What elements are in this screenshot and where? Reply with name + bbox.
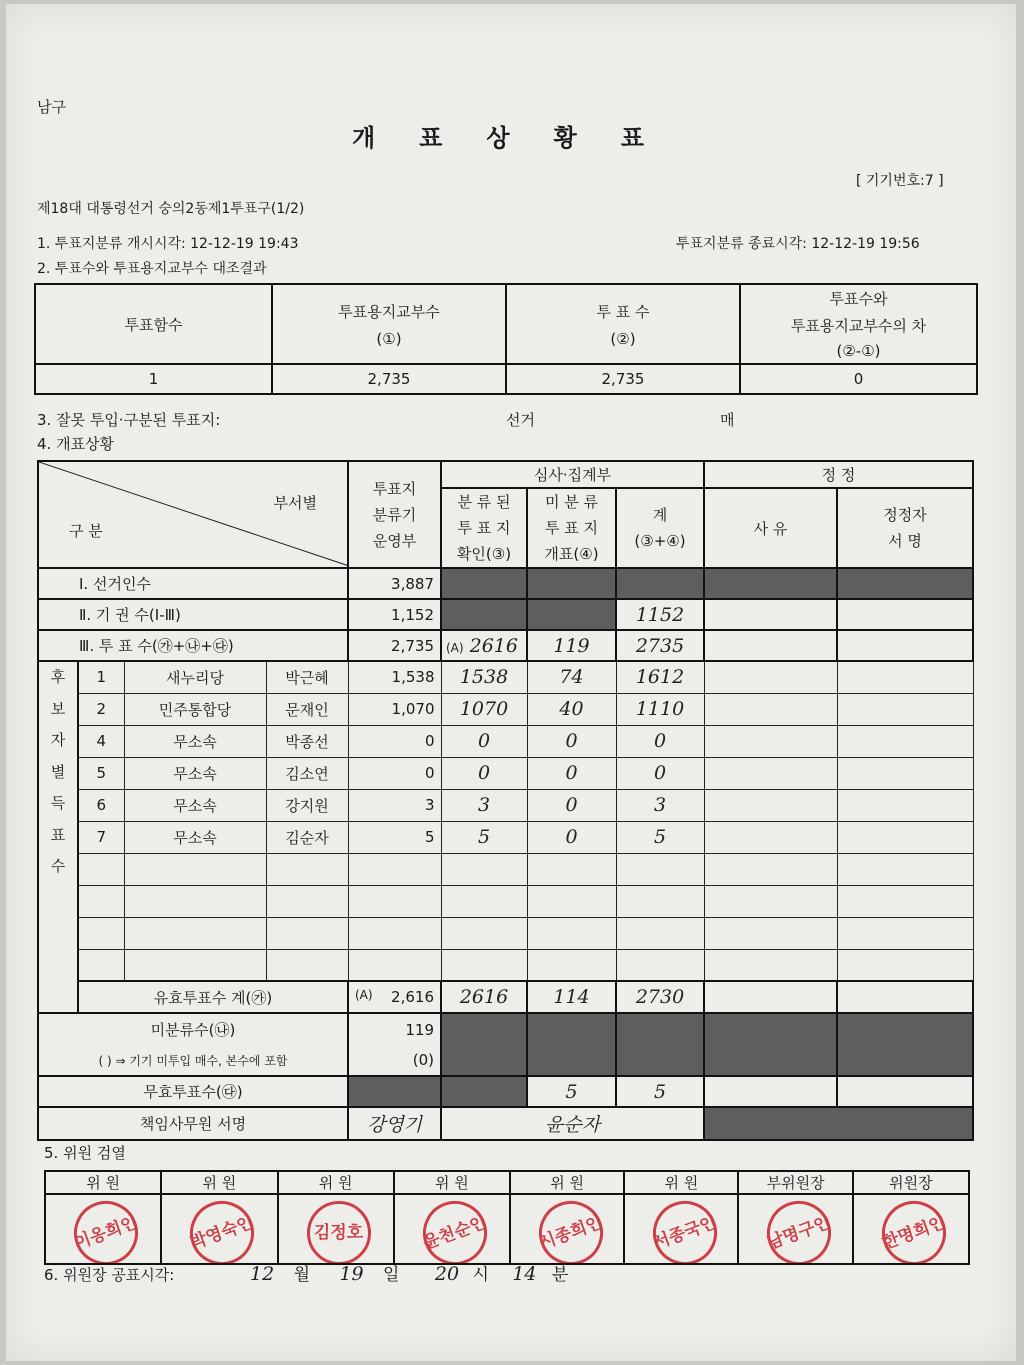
seal-cell (161, 1194, 277, 1264)
time-hour-label: 시 (472, 1265, 489, 1285)
candidate-machine: 1,070 (348, 693, 441, 725)
empty-cell (837, 599, 973, 630)
label-electors: Ⅰ. 선거인수 (38, 568, 348, 599)
shade (441, 599, 527, 630)
candidate-total: 3 (616, 789, 704, 821)
header-corrector-l2: 서 명 (888, 532, 922, 550)
empty-cell (704, 981, 837, 1013)
section-2-heading: 2. 투표수와 투표용지교부수 대조결과 (37, 261, 267, 277)
empty-cell (837, 661, 973, 693)
sort-start-time: 1. 투표지분류 개시시각: 12-12-19 19:43 (37, 236, 299, 252)
blank-row (38, 949, 973, 981)
count-status-table (37, 460, 974, 1141)
candidate-party: 무소속 (124, 821, 266, 853)
header-votes (506, 284, 740, 364)
empty-cell (704, 821, 837, 853)
label-abstentions: Ⅱ. 기 권 수(Ⅰ-Ⅲ) (38, 599, 348, 630)
header-unsorted-l2: 투 표 지 (544, 519, 598, 537)
candidate-sorted: 5 (441, 821, 527, 853)
header-corrector-l1: 정정자 (883, 506, 927, 524)
candidate-unsorted: 40 (527, 693, 616, 725)
hand-abstentions: 1152 (616, 599, 704, 630)
candidate-row (38, 757, 973, 789)
header-unsorted-l1: 미 분 류 (544, 493, 598, 511)
time-month-label: 월 (293, 1265, 311, 1285)
section-5-heading: 5. 위원 검열 (44, 1144, 126, 1162)
header-total (616, 488, 704, 568)
seal-stamp: 한명희인 (873, 1194, 955, 1264)
candidate-name: 강지원 (266, 789, 348, 821)
hand-invalid-total: 5 (616, 1076, 704, 1107)
section-4-heading: 4. 개표상황 (37, 435, 115, 453)
candidate-party: 무소속 (124, 789, 266, 821)
sort-end-time: 투표지분류 종료시각: 12-12-19 19:56 (676, 236, 920, 252)
hand-votes-sorted (441, 630, 527, 661)
header-diff-line2: 투표용지교부수의 차 (790, 317, 927, 335)
seal-cell (278, 1194, 394, 1264)
header-total-l2: (③+④) (634, 532, 686, 550)
time-day: 19 (339, 1263, 364, 1285)
member-role: 위 원 (278, 1171, 394, 1194)
candidate-party: 민주통합당 (124, 693, 266, 725)
candidate-name: 박종선 (266, 725, 348, 757)
header-diff-line1: 투표수와 (829, 290, 888, 308)
candidate-no: 2 (78, 693, 124, 725)
member-role: 위 원 (394, 1171, 510, 1194)
diagonal-line (39, 462, 348, 566)
value-note: (0) (348, 1045, 441, 1076)
value-abstentions: 1,152 (348, 599, 441, 630)
header-unsorted-l3: 개표(④) (544, 545, 599, 563)
empty-cell (837, 821, 973, 853)
hand-valid-total: 2730 (616, 981, 704, 1013)
candidate-total: 0 (616, 725, 704, 757)
row-electors (38, 568, 973, 599)
label-invalid: 무효투표수(㉰) (38, 1076, 348, 1107)
district: 남구 (37, 98, 66, 116)
seal-cell (624, 1194, 738, 1264)
candidate-machine: 3 (348, 789, 441, 821)
empty-cell (704, 693, 837, 725)
time-minute: 14 (512, 1263, 537, 1285)
empty-cell (837, 757, 973, 789)
member-role: 위 원 (161, 1171, 277, 1194)
candidate-sorted: 0 (441, 757, 527, 789)
side-char: 표 (50, 825, 66, 844)
candidate-no: 4 (78, 725, 124, 757)
empty-cell (704, 599, 837, 630)
candidate-row (38, 693, 973, 725)
shade (704, 1107, 973, 1140)
header-issued-label: 투표용지교부수 (338, 302, 440, 321)
shade (348, 1076, 441, 1107)
candidate-party: 무소속 (124, 725, 266, 757)
empty-cell (837, 630, 973, 661)
marker-a: (A) (446, 640, 464, 655)
candidate-machine: 1,538 (348, 661, 441, 693)
row-abstentions (38, 599, 973, 630)
row-unsorted (38, 1013, 973, 1045)
candidate-unsorted: 0 (527, 789, 616, 821)
candidate-no: 5 (78, 757, 124, 789)
seal-cell (45, 1194, 161, 1264)
header-correction: 정 정 (704, 461, 973, 488)
seal-stamp: 박영숙인 (181, 1194, 263, 1264)
candidate-unsorted: 74 (527, 661, 616, 693)
shade (837, 568, 973, 599)
election-name: 제18대 대통령선거 숭의2동제1투표구(1/2) (37, 201, 305, 217)
side-char: 별 (50, 762, 66, 781)
row-valid-votes (38, 981, 973, 1013)
header-op-l1: 투표지 (372, 479, 417, 498)
seal-stamp: 시종희인 (530, 1194, 612, 1264)
header-sorted (441, 488, 527, 568)
header-corrector (837, 488, 973, 568)
candidate-total: 1110 (616, 693, 704, 725)
blank-row (38, 853, 973, 885)
shade (616, 1013, 704, 1076)
side-char: 보 (50, 699, 66, 718)
shade (704, 1013, 837, 1076)
header-sorter-ops (348, 461, 441, 568)
machine-number: [ 기기번호:7 ] (856, 173, 944, 189)
seal-stamp: 윤천순인 (414, 1194, 496, 1264)
blank-row (38, 885, 973, 917)
candidate-name: 문재인 (266, 693, 348, 725)
seal-cell (510, 1194, 624, 1264)
candidate-party: 새누리당 (124, 661, 266, 693)
candidate-row (38, 725, 973, 757)
value-issued: 2,735 (272, 364, 506, 394)
candidate-sorted: 3 (441, 789, 527, 821)
signature-operator: 강영기 (348, 1107, 441, 1140)
seal-cell (738, 1194, 852, 1264)
empty-cell (704, 725, 837, 757)
page-title: 개표상황표 (352, 124, 688, 152)
value-difference: 0 (740, 364, 977, 394)
value-electors: 3,887 (348, 568, 441, 599)
candidate-name: 박근혜 (266, 661, 348, 693)
candidate-sorted: 1538 (441, 661, 527, 693)
header-issued-sub: (①) (376, 329, 402, 348)
candidate-machine: 0 (348, 725, 441, 757)
empty-cell (837, 1076, 973, 1107)
header-votes-sub: (②) (610, 329, 636, 348)
time-hour: 20 (434, 1263, 460, 1285)
candidate-unsorted: 0 (527, 821, 616, 853)
shade (441, 1013, 527, 1076)
header-op-l2: 분류기 (372, 505, 417, 524)
value-valid-votes-number: 2,616 (391, 988, 434, 1006)
shade (441, 1076, 527, 1107)
candidate-unsorted: 0 (527, 757, 616, 789)
empty-cell (837, 693, 973, 725)
shade (616, 568, 704, 599)
member-role: 위 원 (624, 1171, 738, 1194)
member-role: 위 원 (510, 1171, 624, 1194)
row-signature (38, 1107, 973, 1140)
hand-votes-sorted-value: 2616 (469, 634, 518, 657)
empty-cell (837, 789, 973, 821)
hand-valid-sorted: 2616 (441, 981, 527, 1013)
value-total-votes: 2,735 (348, 630, 441, 661)
shade (527, 568, 616, 599)
candidate-row (38, 789, 973, 821)
side-char: 후 (50, 668, 66, 686)
candidate-name: 김순자 (266, 821, 348, 853)
section-3-count: 매 (720, 411, 735, 429)
section-6-heading: 6. 위원장 공표시각: (44, 1266, 175, 1284)
empty-cell (704, 789, 837, 821)
empty-cell (704, 661, 837, 693)
header-audit: 심사·집계부 (441, 461, 704, 488)
section-3-election: 선거 (506, 411, 535, 429)
header-difference (740, 284, 977, 364)
candidate-party: 무소속 (124, 757, 266, 789)
candidate-name: 김소연 (266, 757, 348, 789)
empty-cell (837, 981, 973, 1013)
label-note: ( ) ⇒ 기기 미투입 매수, 본수에 포함 (38, 1045, 348, 1076)
seal-stamp: 남명구인 (758, 1194, 840, 1264)
signature-auditor: 윤순자 (441, 1107, 704, 1140)
side-char: 자 (50, 731, 66, 749)
header-reason: 사 유 (704, 488, 837, 568)
shade (527, 599, 616, 630)
candidate-row (38, 661, 973, 693)
header-dept: 부서별 (273, 494, 317, 512)
value-unsorted: 119 (348, 1013, 441, 1045)
member-role: 위 원 (45, 1171, 161, 1194)
value-ballot-boxes: 1 (35, 364, 272, 394)
hand-invalid-unsorted: 5 (527, 1076, 616, 1107)
time-month: 12 (250, 1263, 275, 1285)
candidate-total: 1612 (616, 661, 704, 693)
shade (441, 568, 527, 599)
side-char: 수 (50, 857, 66, 875)
seal-stamp: 김정호 (307, 1201, 371, 1264)
row-invalid (38, 1076, 973, 1107)
empty-cell (704, 630, 837, 661)
value-valid-votes (348, 981, 441, 1013)
label-signature: 책임사무원 서명 (38, 1107, 348, 1140)
value-votes: 2,735 (506, 364, 740, 394)
ballot-comparison-table (34, 283, 978, 395)
blank-row (38, 917, 973, 949)
header-category: 구 분 (69, 522, 103, 540)
shade (704, 568, 837, 599)
candidate-row (38, 821, 973, 853)
header-total-l1: 계 (652, 506, 668, 524)
header-sorted-l2: 투 표 지 (457, 519, 511, 537)
header-sorted-l1: 분 류 된 (457, 493, 511, 511)
header-ballot-boxes: 투표함수 (35, 284, 272, 364)
side-label (38, 661, 78, 1013)
header-votes-label: 투 표 수 (596, 302, 650, 321)
section-3-heading: 3. 잘못 투입·구분된 투표지: (37, 411, 221, 429)
header-sorted-l3: 확인(③) (456, 545, 512, 563)
hand-votes-unsorted: 119 (527, 630, 616, 661)
candidate-no: 7 (78, 821, 124, 853)
time-day-label: 일 (383, 1265, 400, 1285)
label-valid-votes: 유효투표수 계(㉮) (78, 981, 348, 1013)
candidate-no: 6 (78, 789, 124, 821)
empty-cell (704, 757, 837, 789)
seal-cell (394, 1194, 510, 1264)
seal-cell (853, 1194, 969, 1264)
candidate-machine: 5 (348, 821, 441, 853)
member-role: 위원장 (853, 1171, 969, 1194)
candidate-no: 1 (78, 661, 124, 693)
candidate-unsorted: 0 (527, 725, 616, 757)
candidate-sorted: 1070 (441, 693, 527, 725)
label-total-votes: Ⅲ. 투 표 수(㉮+㉯+㉰) (38, 630, 348, 661)
seal-stamp: 이옹희인 (65, 1194, 147, 1264)
shade (837, 1013, 973, 1076)
candidate-total: 5 (616, 821, 704, 853)
announce-time (250, 1260, 568, 1285)
empty-cell (704, 1076, 837, 1107)
label-unsorted: 미분류수(㉯) (38, 1013, 348, 1045)
empty-cell (837, 725, 973, 757)
side-char: 득 (50, 794, 66, 812)
marker-a: (A) (355, 988, 373, 1002)
header-unsorted (527, 488, 616, 568)
header-op-l3: 운영부 (372, 531, 417, 550)
member-review-table (44, 1170, 970, 1265)
candidate-sorted: 0 (441, 725, 527, 757)
hand-valid-unsorted: 114 (527, 981, 616, 1013)
candidate-machine: 0 (348, 757, 441, 789)
header-diff-line3: (②-①) (836, 342, 881, 360)
seal-stamp: 서종국인 (644, 1194, 726, 1264)
candidate-total: 0 (616, 757, 704, 789)
shade (527, 1013, 616, 1076)
member-role: 부위원장 (738, 1171, 852, 1194)
header-division (38, 461, 348, 568)
header-issued (272, 284, 506, 364)
time-minute-label: 분 (551, 1265, 569, 1285)
row-total-votes (38, 630, 973, 661)
hand-votes-total: 2735 (616, 630, 704, 661)
